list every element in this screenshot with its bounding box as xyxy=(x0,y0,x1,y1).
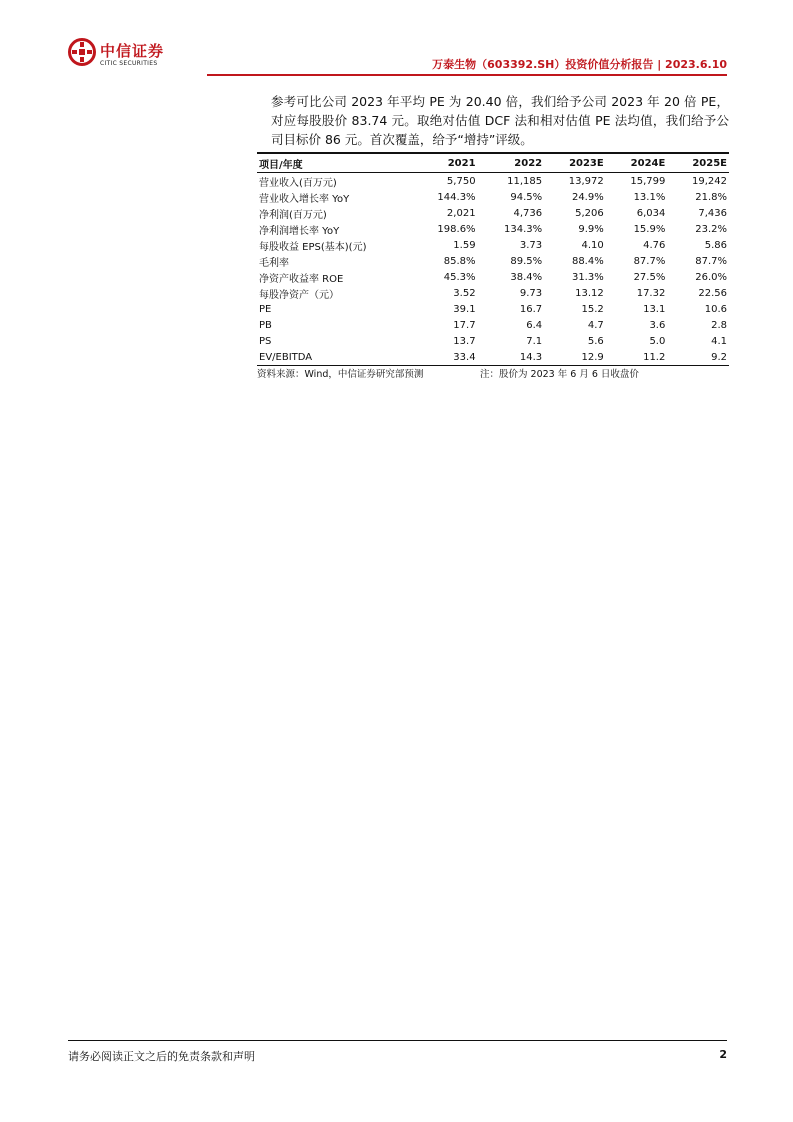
table-cell: 5.6 xyxy=(587,335,604,347)
table-cell: 9.73 xyxy=(519,287,543,299)
table-cell: 39.1 xyxy=(453,303,476,315)
table-cell: 31.3% xyxy=(571,271,604,283)
table-cell: 3.52 xyxy=(453,287,476,299)
table-cell: 11,185 xyxy=(507,175,543,187)
table-cell: 2,021 xyxy=(446,207,476,219)
table-cell: 4.10 xyxy=(581,239,604,251)
table-row xyxy=(257,189,729,205)
table-cell: 9.9% xyxy=(578,223,604,235)
report-title: 万泰生物（603392.SH）投资价值分析报告 | 2023.6.10 xyxy=(432,58,727,71)
table-cell: 9.2 xyxy=(667,349,729,366)
column-header: 2022 xyxy=(478,154,545,173)
table-row xyxy=(257,317,729,333)
table-cell: 85.8% xyxy=(443,255,476,267)
table-cell: 15.2 xyxy=(581,303,604,315)
table-cell: 10.6 xyxy=(704,303,727,315)
table-cell: 6.4 xyxy=(526,319,543,331)
table-cell: 3.6 xyxy=(649,319,666,331)
column-header: 项目/年度 xyxy=(257,154,411,173)
table-cell: 38.4% xyxy=(510,271,543,283)
table-row xyxy=(257,237,729,253)
row-label: 营业收入增长率 YoY xyxy=(259,193,350,205)
table-row xyxy=(257,253,729,269)
table-cell: 4.7 xyxy=(587,319,604,331)
row-label: PS xyxy=(259,335,272,347)
table-row xyxy=(257,221,729,237)
footer-disclaimer: 请务必阅读正文之后的免责条款和声明 xyxy=(68,1050,255,1063)
table-cell: 4.1 xyxy=(711,335,727,347)
table-cell: 1.59 xyxy=(453,239,476,251)
table-cell: 24.9% xyxy=(571,191,604,203)
column-header: 2025E xyxy=(667,154,729,173)
row-label: EV/EBITDA xyxy=(257,349,411,366)
table-cell: 5.0 xyxy=(649,335,666,347)
citic-logo-icon xyxy=(68,38,96,66)
valuation-paragraph: 参考可比公司 2023 年平均 PE 为 20.40 倍，我们给予公司 2023 年 20 倍 PE，对应每股股价 83.74 元。取绝对估值 DCF 法和相对估值 PE 法均值，我们给予公司目标价 86 元。首次覆盖，给予“增持”评级。 xyxy=(271,94,729,147)
logo-chinese-name: 中信证券 xyxy=(100,42,165,60)
row-label: 营业收入(百万元) xyxy=(259,177,337,189)
table-cell: 11.2 xyxy=(606,349,668,366)
table-cell: 15.9% xyxy=(633,223,666,235)
table-cell: 6,034 xyxy=(636,207,666,219)
table-row xyxy=(257,349,729,366)
table-cell: 4.76 xyxy=(643,239,666,251)
table-row xyxy=(257,285,729,301)
table-cell: 3.73 xyxy=(519,239,543,251)
table-cell: 13.12 xyxy=(575,287,604,299)
table-cell: 5,206 xyxy=(575,207,604,219)
table-row xyxy=(257,333,729,349)
table-cell: 14.3 xyxy=(478,349,545,366)
table-cell: 12.9 xyxy=(544,349,606,366)
table-row xyxy=(257,301,729,317)
table-cell: 94.5% xyxy=(510,191,543,203)
table-cell: 4,736 xyxy=(513,207,543,219)
table-cell: 134.3% xyxy=(503,223,543,235)
column-header: 2021 xyxy=(411,154,478,173)
financial-forecast-table xyxy=(257,152,729,366)
table-cell: 27.5% xyxy=(633,271,666,283)
table-cell: 5.86 xyxy=(704,239,727,251)
table-cell: 17.7 xyxy=(453,319,476,331)
row-label: 净利润增长率 YoY xyxy=(259,225,340,237)
table-cell: 45.3% xyxy=(443,271,476,283)
table-cell: 17.32 xyxy=(636,287,666,299)
row-label: 毛利率 xyxy=(259,257,289,269)
table-header-row xyxy=(257,154,729,173)
page-number: 2 xyxy=(719,1048,727,1061)
table-cell: 15,799 xyxy=(630,175,666,187)
table-cell: 87.7% xyxy=(695,255,727,267)
table-body xyxy=(257,173,729,366)
column-header: 2023E xyxy=(544,154,606,173)
table-cell: 7,436 xyxy=(698,207,727,219)
table-row xyxy=(257,269,729,285)
footer-divider xyxy=(68,1040,727,1041)
table-note: 注：股价为 2023 年 6 月 6 日收盘价 xyxy=(480,369,639,380)
table-row xyxy=(257,173,729,190)
logo-english-name: CITIC SECURITIES xyxy=(100,60,158,67)
table-cell: 2.8 xyxy=(711,319,727,331)
table-cell: 26.0% xyxy=(695,271,727,283)
row-label: 净资产收益率 ROE xyxy=(259,273,344,285)
row-label: 每股净资产（元） xyxy=(259,289,339,301)
table-cell: 13.1% xyxy=(633,191,666,203)
row-label: PB xyxy=(259,319,272,331)
table-cell: 22.56 xyxy=(698,287,727,299)
table-cell: 5,750 xyxy=(446,175,476,187)
table-cell: 23.2% xyxy=(695,223,727,235)
table-row xyxy=(257,205,729,221)
table-cell: 13.1 xyxy=(643,303,666,315)
table-cell: 33.4 xyxy=(411,349,478,366)
table-cell: 144.3% xyxy=(437,191,476,203)
table-cell: 198.6% xyxy=(437,223,476,235)
table-cell: 16.7 xyxy=(519,303,543,315)
row-label: 净利润(百万元) xyxy=(259,209,327,221)
row-label: 每股收益 EPS(基本)(元) xyxy=(259,241,367,253)
table-cell: 88.4% xyxy=(571,255,604,267)
header-divider xyxy=(207,74,727,76)
table-cell: 19,242 xyxy=(692,175,727,187)
row-label: PE xyxy=(259,303,272,315)
table-cell: 87.7% xyxy=(633,255,666,267)
table-cell: 89.5% xyxy=(510,255,543,267)
column-header: 2024E xyxy=(606,154,668,173)
table-source: 资料来源：Wind，中信证券研究部预测 xyxy=(257,369,424,380)
table-cell: 7.1 xyxy=(526,335,543,347)
table-cell: 21.8% xyxy=(695,191,727,203)
citic-securities-logo xyxy=(68,38,180,74)
table-cell: 13.7 xyxy=(453,335,476,347)
table-cell: 13,972 xyxy=(568,175,604,187)
